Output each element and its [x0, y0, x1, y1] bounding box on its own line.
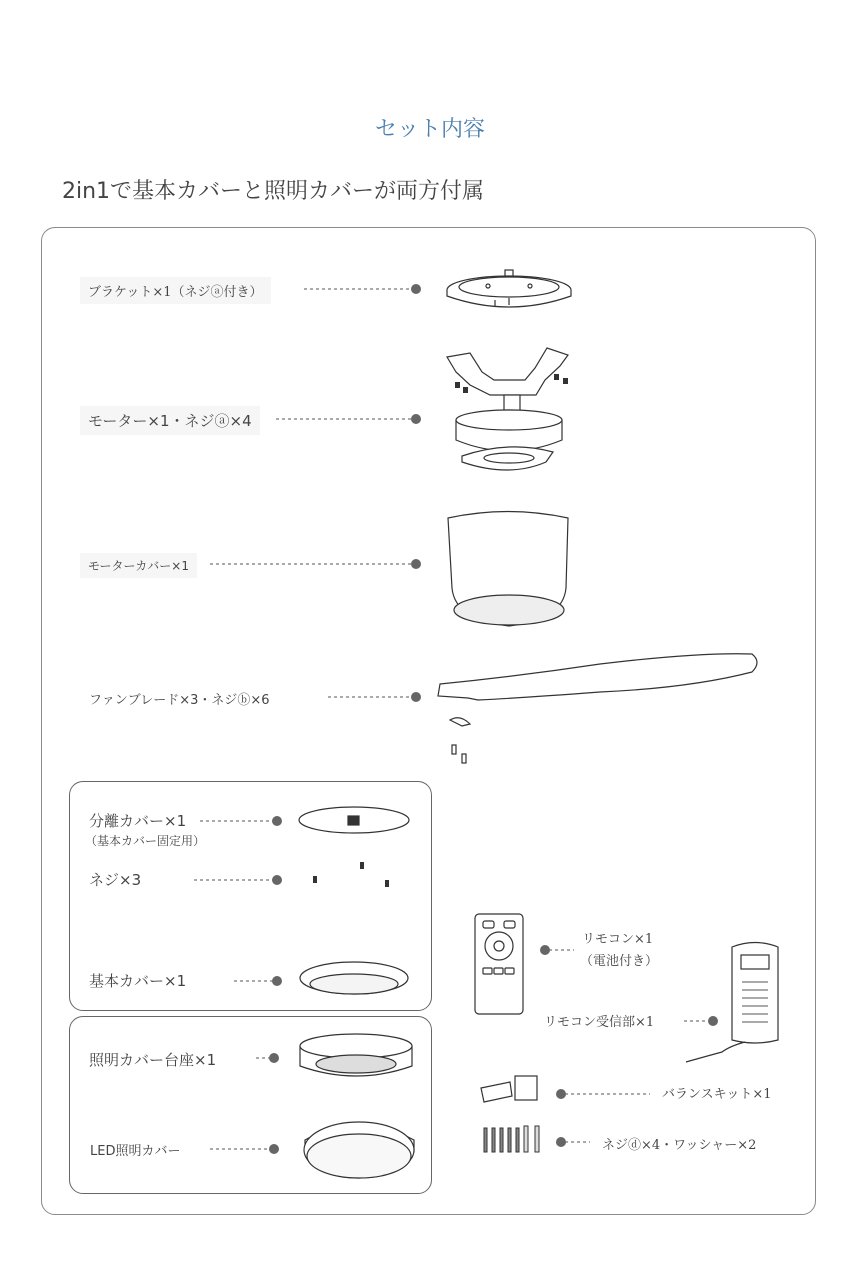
page-subtitle: 2in1で基本カバーと照明カバーが両方付属	[62, 179, 485, 204]
label-light-base: 照明カバー台座×1	[89, 1051, 217, 1069]
led-cover-illustration	[304, 1122, 414, 1178]
label-fan-blade: ファンブレード×3・ネジⓑ×6	[89, 693, 270, 708]
receiver-illustration	[686, 943, 778, 1063]
label-screws-washers: ネジⓓ×4・ワッシャー×2	[602, 1138, 757, 1153]
label-remote: リモコン×1	[582, 932, 654, 947]
bracket-illustration	[447, 270, 571, 307]
motor-cover-illustration	[448, 512, 568, 627]
label-motor: モーター×1・ネジⓐ×4	[80, 406, 260, 435]
label-basic-cover: 基本カバー×1	[89, 972, 187, 990]
label-led-cover: LED照明カバー	[90, 1144, 181, 1159]
label-screws: ネジ×3	[89, 871, 142, 889]
remote-illustration	[475, 914, 523, 1014]
label-remote-note: （電池付き）	[580, 954, 659, 969]
fan-blade-illustration	[438, 654, 757, 763]
motor-illustration	[447, 348, 568, 470]
label-balance-kit: バランスキット×1	[662, 1087, 772, 1102]
screws-illustration	[313, 862, 389, 887]
balance-kit-illustration	[481, 1076, 537, 1102]
label-receiver: リモコン受信部×1	[544, 1015, 655, 1030]
light-base-illustration	[300, 1034, 412, 1076]
label-motor-cover: モーターカバー×1	[80, 553, 197, 578]
label-separation-cover-note: （基本カバー固定用）	[85, 834, 206, 848]
separation-cover-illustration	[299, 807, 409, 833]
basic-cover-illustration	[300, 962, 408, 994]
screws-washers-illustration	[484, 1126, 539, 1152]
label-separation-cover: 分離カバー×1	[89, 812, 187, 830]
page-title: セット内容	[374, 117, 485, 142]
label-bracket: ブラケット×1（ネジⓐ付き）	[80, 277, 271, 304]
